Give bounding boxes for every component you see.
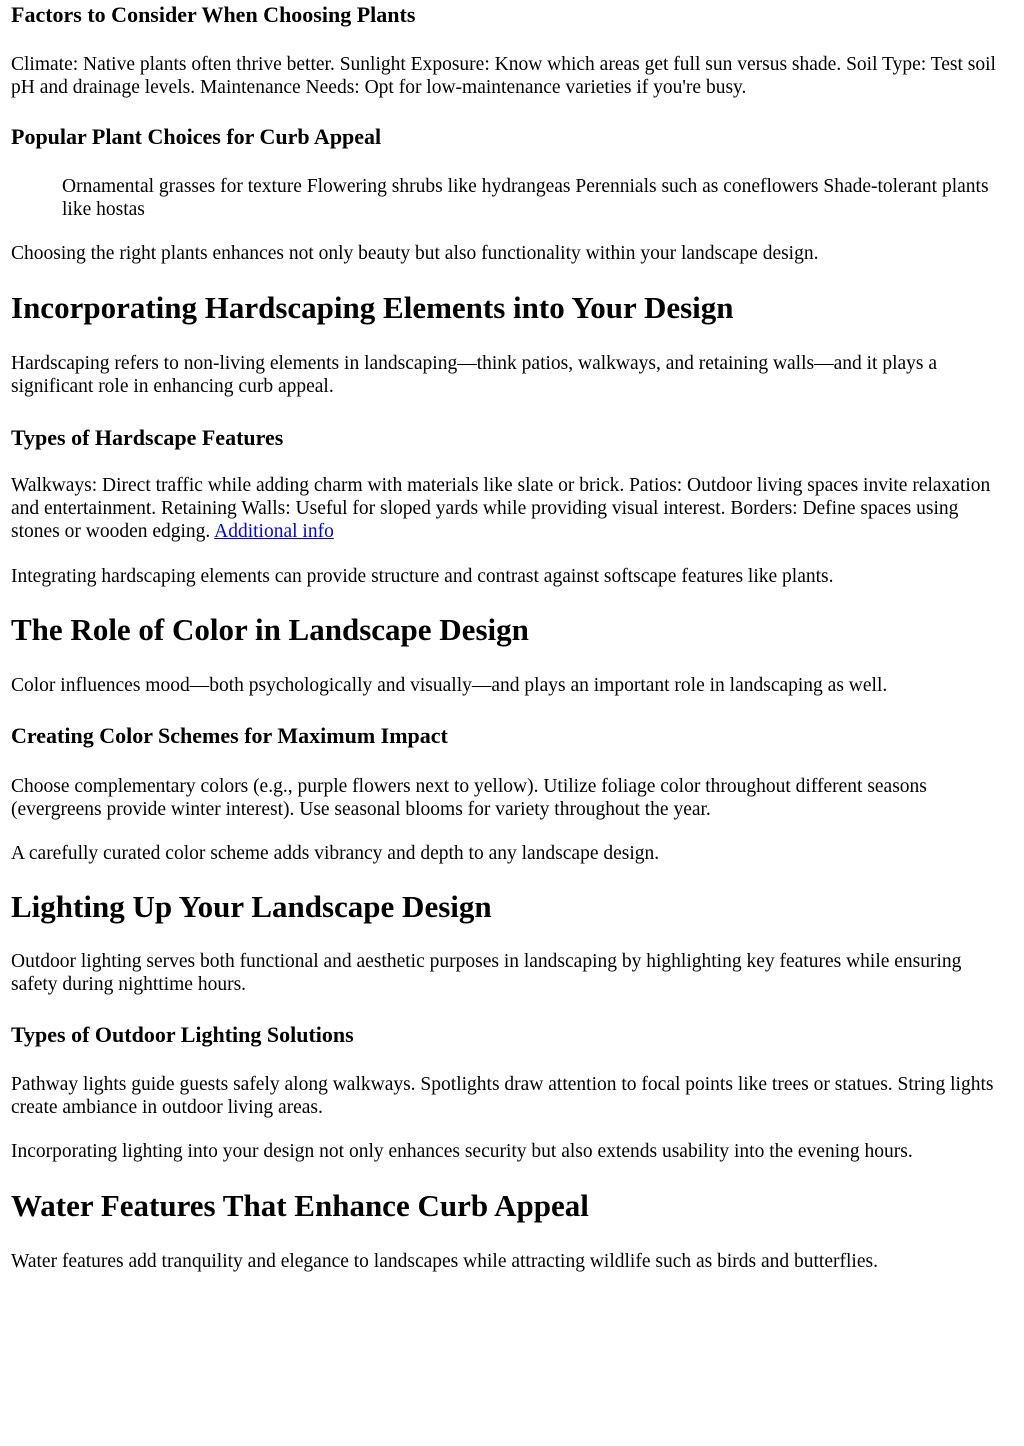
plant-choices-heading: Popular Plant Choices for Curb Appeal — [11, 124, 382, 149]
lighting-types-heading: Types of Outdoor Lighting Solutions — [11, 1022, 354, 1047]
hardscaping-heading: Incorporating Hardscaping Elements into Your Design — [11, 290, 734, 325]
color-schemes-heading: Creating Color Schemes for Maximum Impact — [11, 723, 448, 748]
hardscape-features-paragraph — [11, 474, 1011, 543]
color-closing: A carefully curated color scheme adds vibrancy and depth to any landscape design. — [11, 843, 660, 864]
lighting-types-paragraph: Pathway lights guide guests safely along walkways. Spotlights draw attention to focal points like trees or statues. String lights create ambiance in outdoor living areas. — [11, 1074, 994, 1118]
hardscaping-closing: Integrating hardscaping elements can provide structure and contrast against softscape features like plants. — [11, 566, 834, 587]
hardscaping-intro: Hardscaping refers to non-living elements in landscaping—think patios, walkways, and retaining walls—and it plays a significant role in enhancing curb appeal. — [11, 353, 938, 397]
plant-choices-closing: Choosing the right plants enhances not only beauty but also functionality within your landscape design. — [11, 243, 819, 264]
additional-info-link[interactable]: Additional info — [214, 521, 334, 542]
lighting-closing: Incorporating lighting into your design not only enhances security but also extends usability into the evening hours. — [11, 1141, 913, 1162]
water-features-heading: Water Features That Enhance Curb Appeal — [11, 1188, 589, 1223]
plants-factors-heading: Factors to Consider When Choosing Plants — [11, 2, 416, 27]
color-schemes-paragraph: Choose complementary colors (e.g., purple flowers next to yellow). Utilize foliage color throughout different seasons (evergreens provide winter interest). Use seasonal blooms for variety throughout the year. — [11, 776, 927, 820]
plant-choices-quote: Ornamental grasses for texture Flowering shrubs like hydrangeas Perennials such as coneflowers Shade-tolerant plants like hostas — [62, 176, 989, 220]
hardscape-features-text: Walkways: Direct traffic while adding charm with materials like slate or brick. Patios: Outdoor living spaces invite relaxation and entertainment. Retaining Walls: Useful for sloped yards while providing visual interest. Borders: Define spaces using stones or wooden edging. — [11, 475, 991, 542]
color-intro: Color influences mood—both psychologically and visually—and plays an important role in landscaping as well. — [11, 675, 888, 696]
hardscape-features-heading: Types of Hardscape Features — [11, 425, 284, 450]
color-heading: The Role of Color in Landscape Design — [11, 612, 529, 647]
lighting-heading: Lighting Up Your Landscape Design — [11, 889, 492, 924]
plants-factors-paragraph: Climate: Native plants often thrive better. Sunlight Exposure: Know which areas get full sun versus shade. Soil Type: Test soil pH and drainage levels. Maintenance Needs: Opt for low-maintenance varieties if you're busy. — [11, 54, 996, 98]
lighting-intro: Outdoor lighting serves both functional and aesthetic purposes in landscaping by highlighting key features while ensuring safety during nighttime hours. — [11, 951, 962, 995]
water-features-intro: Water features add tranquility and elegance to landscapes while attracting wildlife such as birds and butterflies. — [11, 1251, 878, 1272]
